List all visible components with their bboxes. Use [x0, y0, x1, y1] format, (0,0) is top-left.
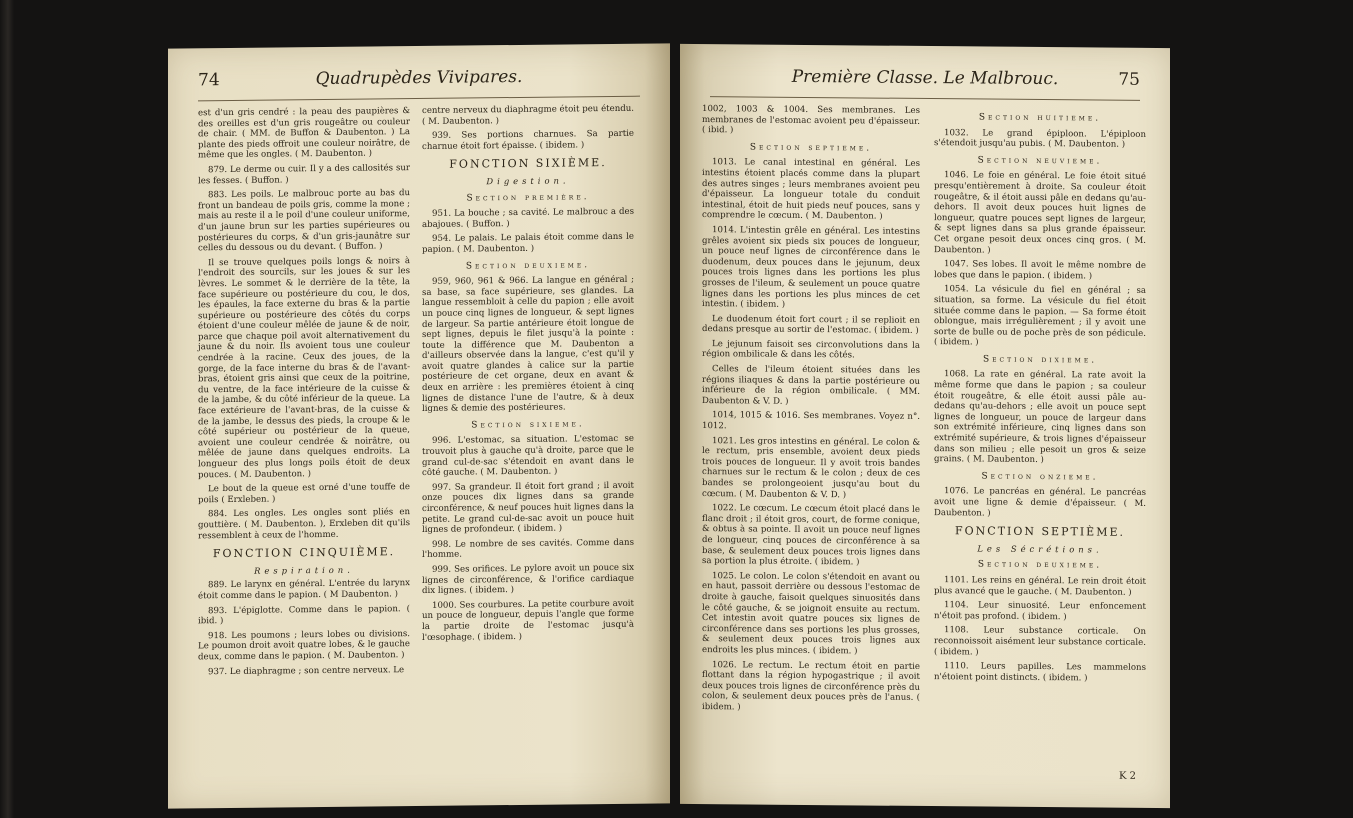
function-subheading: Digestion.: [486, 175, 570, 187]
paragraph: 959, 960, 961 & 966. La langue en général ; sa base, sa face supérieure, ses glandes. La langue ressembloit à celle du papion ; elle avoit un pouce cinq lignes de longueur, & sept lignes de largeur. Sa partie antérieure étoit longue de sept lignes, depuis le filet jusqu'à la pointe : toute la différence que M. Daubenton a d'ailleurs observée dans la langue, c'est qu'il y avoit quatre glandes à calice sur la partie postérieure de cet organe, deux en avant & deux en arrière : les premières étoient à cinq lignes de distance l'une de l'autre, & à deux lignes & demie des postérieures.: [422, 274, 634, 415]
paragraph: 996. L'estomac, sa situation. L'estomac se trouvoit plus à gauche qu'à droite, parce que le grand cul-de-sac s'étendoit en avant dans le côté gauche. ( M. Daubenton. ): [422, 434, 634, 479]
paragraph: Le duodenum étoit fort court ; il se replioit en dedans presque au sortir de l'estomac. ( ibidem. ): [702, 313, 920, 337]
paragraph: 1014. L'intestin grêle en général. Les intestins grêles avoient six pieds six pouces de longueur, un pouce neuf lignes de circonférence dans le duodenum, deux pouces dans le jejunum, deux pouces trois lignes dans les portions les plus grosses de l'ileum, & seulement un pouce quatre lignes dans les portions les plus minces de cet intestin. ( ibidem. ): [702, 225, 920, 310]
paragraph: Le jejunum faisoit ses circonvolutions dans la région ombilicale & dans les côtés.: [702, 339, 920, 361]
section-heading: Section septieme.: [749, 142, 873, 154]
paragraph: 1032. Le grand épiploon. L'épiploon s'étendoit jusqu'au pubis. ( M. Daubenton. ): [934, 127, 1146, 150]
function-subheading: Respiration.: [254, 564, 354, 576]
fonction-heading: FONCTION SEPTIÈME.: [955, 524, 1125, 539]
section-heading: Section neuvieme.: [977, 155, 1103, 167]
section-heading: Section première.: [466, 191, 590, 204]
paragraph: 1022. Le cœcum. Le cœcum étoit placé dans le flanc droit ; il étoit gros, court, de forme conique, & obtus à sa pointe. Il avoit un pouce neuf lignes de longueur, cinq pouces de circonférence à sa base, & seulement deux pouces trois lignes dans sa portion la plus étroite. ( ibidem. ): [702, 503, 920, 568]
fonction-heading: FONCTION CINQUIÈME.: [212, 545, 396, 561]
paragraph: 1076. Le pancréas en général. Le pancréas avoit une ligne & demie d'épaisseur. ( M. Daubenton. ): [934, 486, 1146, 519]
fonction-heading: FONCTION SIXIÈME.: [449, 156, 607, 172]
function-subheading: Les Sécrétions.: [977, 543, 1103, 555]
paragraph: 1000. Ses courbures. La petite courbure avoit un pouce de longueur, depuis l'angle que forme la partie droite de l'estomac jusqu'à l'œsophage. ( ibidem. ): [422, 598, 634, 643]
left-head-rule: [198, 96, 640, 102]
paragraph: Le bout de la queue est orné d'une touffe de poils ( Erxleben. ): [198, 482, 410, 506]
paragraph: 1047. Ses lobes. Il avoit le même nombre de lobes que dans le papion. ( ibidem. ): [934, 259, 1146, 282]
paragraph: 1068. La rate en général. La rate avoit la même forme que dans le papion ; sa couleur étoit rougeâtre, & elle étoit aussi pâle au-dedans qu'au-dehors ; elle avoit un pouce sept lignes de longueur, un pouce de largeur dans son extrémité inférieure, cinq lignes dans son extrémité supérieure, & trois lignes d'épaisseur dans son milieu ; elle pesoit un gros & seize grains. ( M. Daubenton. ): [934, 369, 1146, 466]
paragraph: 1110. Leurs papilles. Les mammelons n'étoient point distincts. ( ibidem. ): [934, 661, 1146, 684]
section-heading: Section dixieme.: [982, 354, 1098, 366]
section-heading: Section deuxieme.: [465, 259, 591, 272]
paragraph: 1108. Leur substance corticale. On reconnoissoit aisément leur substance corticale. ( ibidem. ): [934, 625, 1146, 657]
right-page-title: Première Classe. Le Malbrouc.: [791, 66, 1059, 90]
paragraph: 1014, 1015 & 1016. Ses membranes. Voyez n°. 1012.: [702, 410, 920, 432]
right-column-1: [702, 104, 920, 718]
section-heading: Section huitieme.: [978, 112, 1102, 124]
left-page: [168, 43, 670, 808]
left-page-title: Quadrupèdes Vivipares.: [315, 66, 523, 90]
paragraph: 1026. Le rectum. Le rectum étoit en partie flottant dans la région hypogastrique ; il avoit deux pouces trois lignes de circonférence près du colon, & seulement deux pouces près de l'anus. ( ibidem. ): [702, 659, 920, 713]
right-page: [680, 44, 1170, 808]
paragraph: 1104. Leur sinuosité. Leur enfoncement n'étoit pas profond. ( ibidem. ): [934, 600, 1146, 622]
section-heading: Section sixieme.: [471, 419, 585, 431]
paragraph: 998. Le nombre de ses cavités. Comme dans l'homme.: [422, 537, 634, 561]
paragraph: 883. Les poils. Le malbrouc porte au bas du front un bandeau de poils gris, comme la mone ; mais au reste il a le poil d'une couleur uniforme, d'un jaune brun sur les parties supérieures ou postérieures du corps, & d'un gris-jaunâtre sur celles du dessous ou du devant. ( Buffon. ): [198, 188, 410, 254]
right-column-2: [934, 106, 1146, 688]
paragraph: 1021. Les gros intestins en général. Le colon & le rectum, pris ensemble, avoient deux pieds trois pouces de longueur. Il y avoit trois bandes charnues sur le rectum & le colon ; deux de ces bandes se prolongeoient jusqu'au bout du cœcum. ( M. Daubenton & V. D. ): [702, 435, 920, 500]
right-head-rule: [710, 96, 1140, 101]
paragraph: 879. Le derme ou cuir. Il y a des callosités sur les fesses. ( Buffon. ): [198, 163, 410, 186]
paragraph: 1046. Le foie en général. Le foie étoit situé presqu'entièrement à droite. Sa couleur étoit rougeâtre, & il étoit aussi pâle en dedans qu'au-dehors. Il avoit deux pouces huit lignes de longueur, quatre pouces sept lignes de largeur, & sept lignes dans sa plus grande épaisseur. Cet organe pesoit deux onces cinq gros. ( M. Daubenton. ): [934, 170, 1146, 256]
paragraph: 1101. Les reins en général. Le rein droit étoit plus avancé que le gauche. ( M. Daubenton. ): [934, 575, 1146, 598]
left-column-2: [422, 104, 634, 647]
right-running-head: [710, 66, 1140, 96]
paragraph: 937. Le diaphragme ; son centre nerveux. Le: [208, 664, 405, 677]
signature-mark: K 2: [1118, 770, 1136, 782]
paragraph: 884. Les ongles. Les ongles sont pliés en gouttière. ( M. Daubenton. ), Erxleben dit qu'ils ressemblent à ceux de l'homme.: [198, 507, 410, 541]
paragraph: 951. La bouche ; sa cavité. Le malbrouc a des abajoues. ( Buffon. ): [422, 206, 634, 230]
left-page-number: 74: [198, 70, 220, 91]
paragraph: 889. Le larynx en général. L'entrée du larynx étoit comme dans le papion. ( M Daubenton. ): [198, 578, 410, 602]
paragraph: 1002, 1003 & 1004. Ses membranes. Les membranes de l'estomac avoient peu d'épaisseur. ( ibid. ): [702, 104, 920, 136]
right-page-number: 75: [1118, 69, 1140, 90]
paragraph: 1054. La vésicule du fiel en général ; sa situation, sa forme. La vésicule du fiel étoit située comme dans le papion. — Sa forme étoit oblongue, mais irrégulièrement ; il y avoit une sorte de bulle ou de poche près de son pédicule. ( ibidem. ): [934, 284, 1146, 348]
left-running-head: [198, 66, 640, 97]
paragraph: centre nerveux du diaphragme étoit peu étendu. ( M. Daubenton. ): [422, 103, 634, 127]
paragraph: 999. Ses orifices. Le pylore avoit un pouce six lignes de circonférence, & l'orifice cardiaque dix lignes. ( ibidem. ): [422, 562, 634, 597]
left-column-1: [198, 106, 410, 681]
paragraph: est d'un gris cendré : la peau des paupières & des oreilles est d'un gris rougeâtre ou couleur de chair. ( MM. de Buffon & Daubenton. ) La plante des pieds offroit une couleur noirâtre, de même que les ongles. ( M. Daubenton. ): [198, 106, 410, 161]
paragraph: 939. Ses portions charnues. Sa partie charnue étoit fort épaisse. ( ibidem. ): [422, 128, 634, 152]
section-heading: Section onzieme.: [981, 471, 1099, 483]
paragraph: Celles de l'ileum étoient situées dans les régions iliaques & dans la partie postérieure ou inférieure de la région ombilicale. ( MM. Daubenton & V. D. ): [702, 364, 920, 407]
paragraph: 1013. Le canal intestinal en général. Les intestins étoient placés comme dans la plupart des autres singes ; leurs membranes avoient peu d'épaisseur. La longueur totale du conduit intestinal, étoit de huit pieds neuf pouces, sans y comprendre le cœcum. ( M. Daubenton. ): [702, 157, 920, 222]
paragraph: Il se trouve quelques poils longs & noirs à l'endroit des sourcils, sur les joues & sur les lèvres. Le sommet & le derrière de la tête, la face supérieure ou postérieure du cou, le dos, les épaules, la face externe du bras & la partie supérieure ou postérieure des côtés du corps étoient d'une couleur mêlée de jaune & de noir, parce que chaque poil avoit alternativement du jaune & du noir. Ils avoient tous une couleur cendrée à la racine. Ceux des joues, de la gorge, de la face interne du bras & de l'avant-bras, étoient gris ainsi que ceux de la poitrine, du ventre, de la face intérieure de la cuisse & de la jambe, & du côté inférieur de la queue. La face extérieure de l'avant-bras, de la cuisse & de la jambe, le dessus des pieds, la croupe & le côté supérieur ou postérieur de la queue, avoient une couleur cendrée & noirâtre, ou mêlée de jaune dans quelques endroits. La longueur des plus longs poils étoit de deux pouces. ( M. Daubenton. ): [198, 255, 410, 480]
paragraph: 997. Sa grandeur. Il étoit fort grand ; il avoit onze pouces dix lignes dans sa grande circonférence, & neuf pouces huit lignes dans la petite. Le grand cul-de-sac avoit un pouce huit lignes de profondeur. ( ibidem. ): [422, 480, 634, 536]
paragraph: 1025. Le colon. Le colon s'étendoit en avant ou en haut, passoit derrière ou dessous l'estomac de droite à gauche, faisoit quelques sinuosités dans le côté gauche, & se joignoit ensuite au rectum. Cet intestin avoit quatre pouces six lignes de circonférence dans ses portions les plus grosses, & seulement deux pouces trois lignes aux endroits les plus minces. ( ibidem. ): [702, 570, 920, 657]
paragraph: 954. Le palais. Le palais étoit comme dans le papion. ( M. Daubenton. ): [422, 232, 634, 255]
paragraph: 893. L'épiglotte. Comme dans le papion. ( ibid. ): [198, 603, 410, 627]
section-heading: Section deuxieme.: [977, 559, 1103, 571]
paragraph: 918. Les poumons ; leurs lobes ou divisions. Le poumon droit avoit quatre lobes, & le gauche deux, comme dans le papion. ( M. Daubenton. ): [198, 628, 410, 663]
